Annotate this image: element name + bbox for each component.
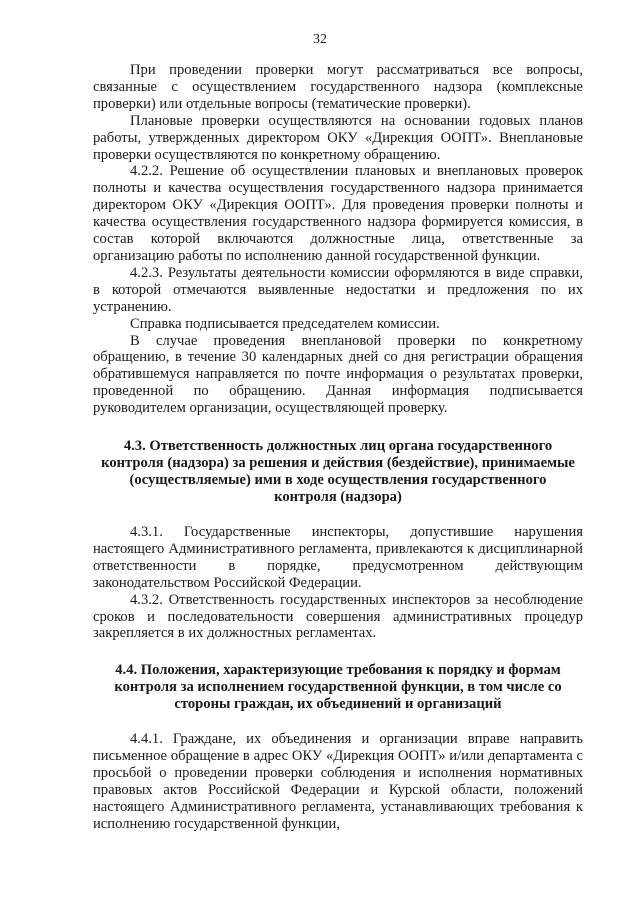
- section-heading-4-3: 4.3. Ответственность должностных лиц органа государственного контроля (надзора) за решения и действия (бездействие), принимаемые (осуществляемые) ими в ходе осуществления государственного контроля (надзора): [101, 438, 575, 506]
- section-heading-4-4: 4.4. Положения, характеризующие требования к порядку и формам контроля за исполнением государственной функции, в том числе со стороны граждан, их объединений и организаций: [114, 662, 562, 713]
- paragraph-4-3-2: 4.3.2. Ответственность государственных инспекторов за несоблюдение сроков и последовательности совершения административных процедур закрепляется в их должностных регламентах.: [93, 591, 583, 642]
- paragraph-4-2-2: 4.2.2. Решение об осуществлении плановых и внеплановых проверок полноты и качества осуществления государственного надзора принимается директором ОКУ «Дирекция ООПТ». Для проведения проверки полноты и качества осуществления государственного надзора формируется комиссия, в состав которой включаются должностные лица, ответственные за организацию работы по исполнению данной государственной функции.: [93, 163, 583, 264]
- paragraph-4-3-1: 4.3.1. Государственные инспекторы, допустившие нарушения настоящего Административного регламента, привлекаются к дисциплинарной ответственности в порядке, предусмотренном действующим законодательством Российской Федерации.: [93, 524, 583, 591]
- paragraph-planned-inspections: Плановые проверки осуществляются на основании годовых планов работы, утвержденных директором ОКУ «Дирекция ООПТ». Внеплановые проверки осуществляются по конкретному обращению.: [93, 112, 583, 163]
- paragraph-4-2-3: 4.2.3. Результаты деятельности комиссии оформляются в виде справки, в которой отмечаются выявленные недостатки и предложения по их устранению.: [93, 264, 583, 315]
- paragraph-unscheduled-inspection: В случае проведения внеплановой проверки по конкретному обращению, в течение 30 календарных дней со дня регистрации обращения обратившемуся направляется по почте информация о результатах проверки, проведенной по обращению. Данная информация подписывается руководителем организации, осуществляющей проверку.: [93, 332, 583, 417]
- paragraph-4-4-1: 4.4.1. Граждане, их объединения и организации вправе направить письменное обращение в адрес ОКУ «Дирекция ООПТ» и/или департамента с просьбой о проведении проверки соблюдения и исполнения нормативных правовых актов Российской Федерации и Курской области, положений настоящего Административного регламента, устанавливающих требования к исполнению государственной функции,: [93, 731, 583, 832]
- paragraph-report-signature: Справка подписывается председателем комиссии.: [130, 315, 440, 332]
- paragraph-scope-of-inspection: При проведении проверки могут рассматриваться все вопросы, связанные с осуществлением государственного надзора (комплексные проверки) или отдельные вопросы (тематические проверки).: [93, 62, 583, 112]
- page-number: 32: [313, 32, 327, 47]
- document-body: [93, 62, 583, 833]
